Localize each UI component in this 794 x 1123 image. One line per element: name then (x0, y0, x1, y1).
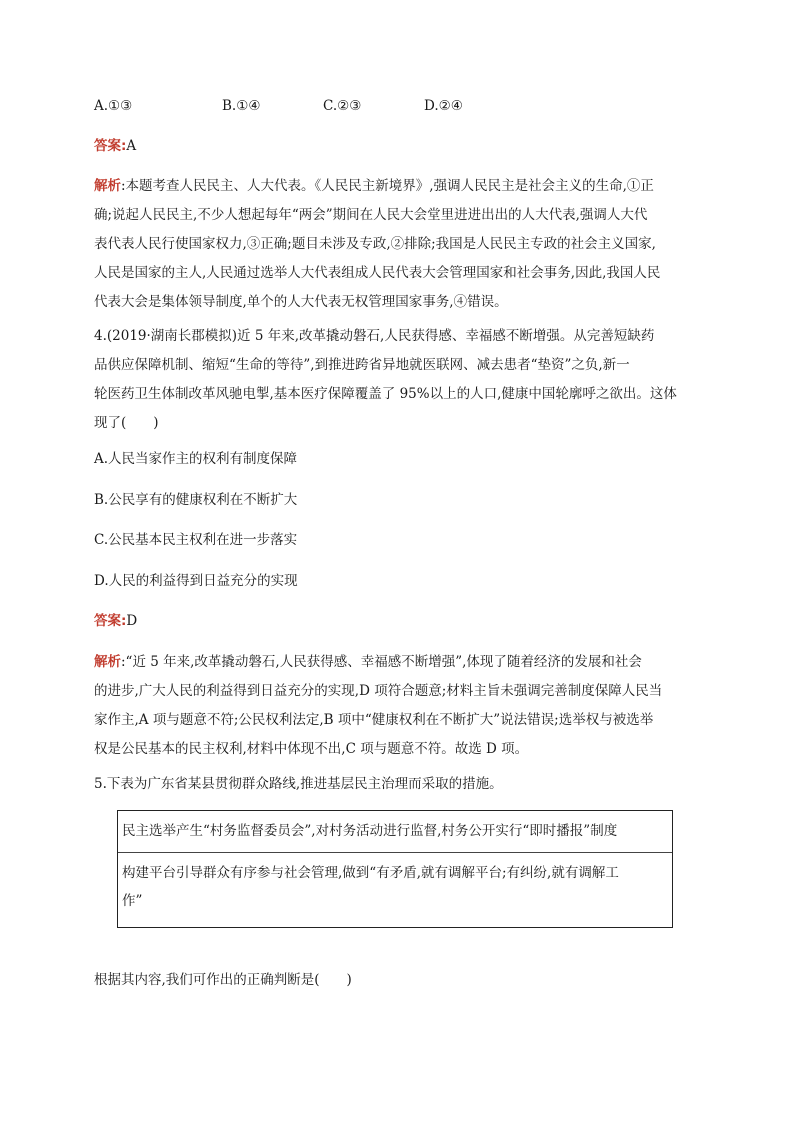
question-line: 4.(2019·湖南长郡模拟)近 5 年来,改革撬动磐石,人民获得感、幸福感不断增强。从完善短缺药 (94, 328, 655, 344)
explanation-line: 代表大会是集体领导制度,单个的人大代表无权管理国家事务,④错误。 (94, 294, 508, 310)
q3-explanation (94, 172, 696, 317)
q4-answer (94, 607, 696, 636)
explanation-line: 人民是国家的主人,人民通过选举人大代表组成人民代表大会管理国家和社会事务,因此,我国人民 (94, 265, 661, 281)
q3-answer (94, 132, 696, 161)
q4-stem (94, 322, 696, 438)
q4-option-d: D.人民的利益得到日益充分的实现 (94, 573, 298, 589)
explanation-line: 确;说起人民民主,不少人想起每年“两会”期间在人民大会堂里进进出出的人大代表,强调人大代 (94, 207, 648, 223)
q3-option-c: C.②③ (323, 98, 362, 114)
q3-option-d: D.②④ (424, 98, 463, 114)
explanation-label: 解析 (94, 654, 121, 670)
q5-intro: 5.下表为广东省某县贯彻群众路线,推进基层民主治理而采取的措施。 (94, 776, 503, 792)
q4-explanation (94, 648, 696, 764)
q3-option-b: B.①④ (222, 98, 261, 114)
q4-option-c: C.公民基本民主权利在进一步落实 (94, 532, 298, 548)
explanation-line: 解析:本题考查人民民主、人大代表。《人民民主新境界》,强调人民民主是社会主义的生命,①正 (94, 178, 654, 194)
question-line: 品供应保障机制、缩短“生命的等待”,到推进跨省异地就医联网、减去患者“垫资”之负,新一 (94, 357, 630, 373)
explanation-line: 家作主,A 项与题意不符;公民权利法定,B 项中“健康权利在不断扩大”说法错误;选举权与被选举 (94, 712, 654, 728)
q3-option-a: A.①③ (94, 98, 133, 114)
answer-value: D (126, 613, 138, 629)
table-row (118, 853, 672, 915)
question-line: 现了( ) (94, 415, 159, 431)
measures-table (117, 810, 673, 928)
table-row: 民主选举产生“村务监督委员会”,对村务活动进行监督,村务公开实行“即时播报”制度 (118, 811, 672, 853)
q4-option-a: A.人民当家作主的权利有制度保障 (94, 451, 298, 467)
explanation-label: 解析 (94, 178, 121, 194)
explanation-line: 解析:“近 5 年来,改革撬动磐石,人民获得感、幸福感不断增强”,体现了随着经济的发展和社会 (94, 654, 642, 670)
q5-prompt: 根据其内容,我们可作出的正确判断是( ) (94, 972, 352, 988)
table-cell-line: 构建平台引导群众有序参与社会管理,做到“有矛盾,就有调解平台;有纠纷,就有调解工 (122, 865, 619, 881)
q3-options (94, 92, 696, 121)
q4-option-b: B.公民享有的健康权利在不断扩大 (94, 492, 298, 508)
question-line: 轮医药卫生体制改革风驰电掣,基本医疗保障覆盖了 95%以上的人口,健康中国轮廓呼之欲出。这体 (94, 386, 677, 402)
explanation-line: 的进步,广大人民的利益得到日益充分的实现,D 项符合题意;材料主旨未强调完善制度保障人民当 (94, 683, 663, 699)
table-cell-line: 作” (122, 893, 143, 909)
answer-value: A (126, 138, 137, 154)
answer-label: 答案: (94, 138, 127, 154)
explanation-line: 表代表人民行使国家权力,③正确;题目未涉及专政,②排除;我国是人民民主专政的社会主义国家, (94, 236, 656, 252)
answer-label: 答案: (94, 613, 127, 629)
explanation-line: 权是公民基本的民主权利,材料中体现不出,C 项与题意不符。故选 D 项。 (94, 741, 529, 757)
